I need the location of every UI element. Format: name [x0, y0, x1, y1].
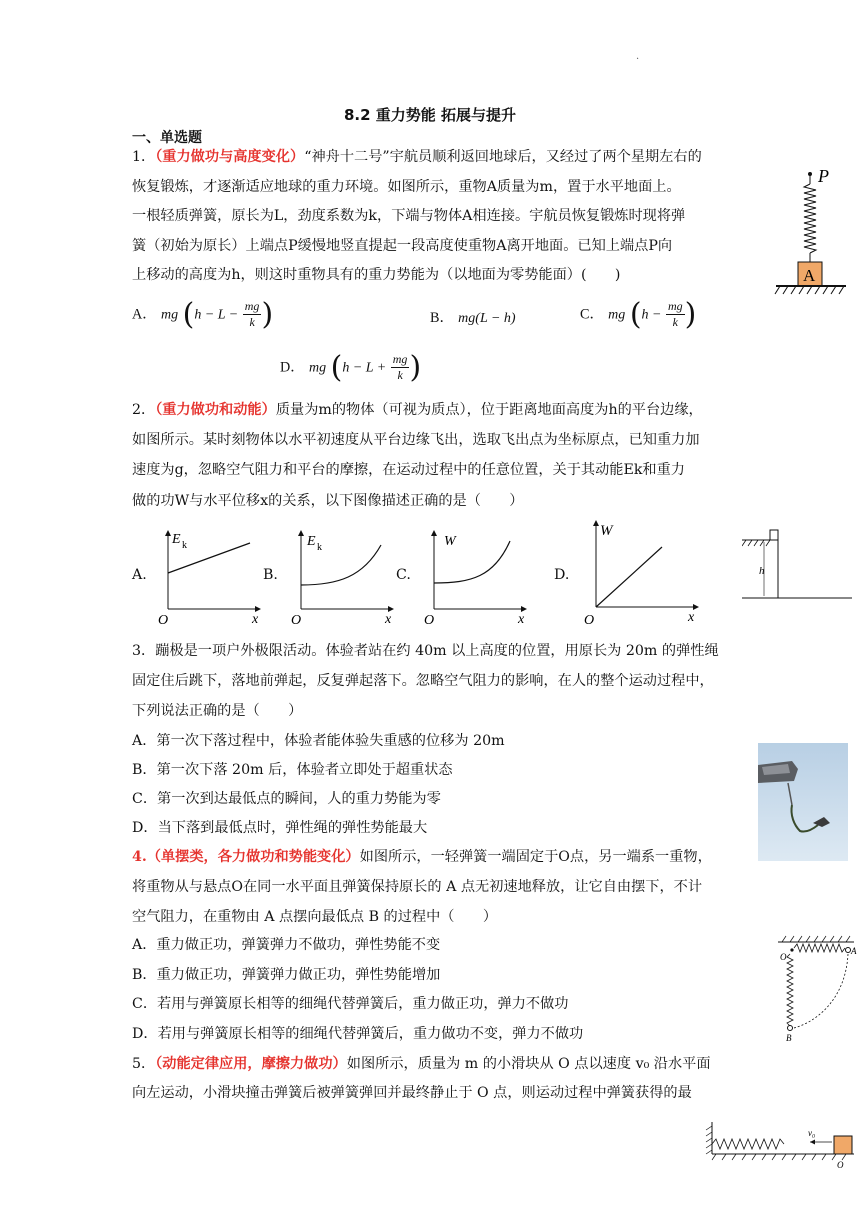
q3-bungee-photo — [758, 743, 848, 861]
q1-line-1 — [132, 147, 702, 167]
q1-line-5: 上移动的高度为h，则这时重物具有的重力势能为（以地面为零势能面）( ) — [132, 267, 621, 283]
origin-label: O — [584, 613, 595, 628]
q2-option-d-label[interactable]: D. — [554, 567, 570, 583]
fraction-numerator: mg — [244, 299, 260, 313]
q1-tag: （重力做功与高度变化） — [155, 149, 305, 165]
option-label: C． — [580, 306, 604, 323]
q4-line-2: 将重物从与悬点O在同一水平面且弹簧保持原长的 A 点无初速地释放，让它自由摆下，不计 — [132, 879, 703, 895]
option-label: D． — [280, 359, 305, 376]
origin-label: O — [291, 613, 302, 627]
q1-line-2: 恢复锻炼，才逐渐适应地球的重力环境。如图所示，重物A质量为m，置于水平地面上。 — [132, 179, 681, 195]
y-axis-label: W — [444, 534, 456, 549]
fraction-denominator: k — [672, 315, 678, 329]
q3-line-2: 固定住后跳下，落地前弹起，反复弹起落下。忽略空气阻力的影响，在人的整个运动过程中， — [132, 673, 714, 689]
block-a-label: A — [803, 266, 816, 285]
point-a-label: A — [851, 946, 857, 956]
q3-option-b[interactable]: B．第一次下落 20m 后，体验者立即处于超重状态 — [132, 762, 453, 778]
q3-option-a[interactable]: A．第一次下落过程中，体验者能体验失重感的位移为 20m — [132, 733, 505, 749]
formula: mg(L − h) — [458, 311, 516, 326]
formula-mid: h − L − — [194, 307, 239, 323]
q1-text: “神舟十二号”宇航员顺利返回地球后，又经过了两个星期左右的 — [304, 149, 702, 165]
q5-tag: （动能定律应用，摩擦力做功） — [155, 1056, 347, 1072]
q2-text: 质量为m的物体（可视为质点），位于距离地面高度为h的平台边缘， — [275, 402, 703, 418]
q5-spring-figure — [704, 1118, 858, 1172]
formula-mid: h − L + — [342, 360, 387, 376]
option-label: A． — [132, 306, 157, 323]
q4-line-1 — [132, 847, 712, 867]
q1-number: 1． — [132, 149, 156, 165]
q2-platform-figure — [742, 520, 854, 602]
q1-option-b[interactable] — [430, 307, 516, 327]
q3-line-1: 3．蹦极是一项户外极限活动。体验者站在约 40m 以上高度的位置，用原长为 20m 的弹性绳 — [132, 643, 719, 659]
q5-line-1 — [132, 1054, 711, 1074]
q2-tag: （重力做功和动能） — [155, 402, 276, 418]
y-axis-subscript: k — [317, 542, 322, 553]
q2-graph-d[interactable] — [578, 517, 703, 629]
y-axis-label: E — [172, 532, 181, 547]
formula-mid: h − — [641, 307, 662, 323]
slider-block — [834, 1136, 852, 1154]
origin-label: O — [424, 613, 435, 627]
q1-spring-figure — [770, 160, 850, 300]
option-label: B． — [430, 310, 454, 326]
height-label: h — [759, 565, 765, 577]
q3-option-d[interactable]: D．当下落到最低点时，弹性绳的弹性势能最大 — [132, 820, 428, 836]
x-axis-label: x — [252, 612, 259, 627]
x-axis-label: x — [385, 612, 392, 627]
page-title: 8.2 重力势能 拓展与提升 — [343, 106, 517, 124]
q1-option-a[interactable]: A． mg (h − L − $\frac{mg}{k}$ ) — [132, 297, 274, 332]
q2-graph-a[interactable] — [150, 527, 265, 627]
formula-prefix: mg — [608, 307, 626, 323]
q2-option-a-label[interactable]: A. — [132, 567, 147, 583]
formula-prefix: mg — [308, 360, 327, 376]
header-dot: · — [636, 54, 640, 65]
q2-graph-b[interactable] — [283, 527, 398, 627]
fraction-denominator: k — [249, 315, 255, 329]
y-axis-label: W — [600, 523, 613, 539]
q5-number: 5． — [132, 1056, 156, 1072]
q4-pendulum-figure — [774, 934, 858, 1042]
q1-option-d[interactable]: D． mg (h − L + $\frac{mg}{k}$ ) — [280, 350, 422, 385]
q1-line-4: 簧（初始为原长）上端点P缓慢地竖直提起一段高度使重物A离开地面。已知上端点P向 — [132, 238, 673, 254]
q3-option-c[interactable]: C．第一次到达最低点的瞬间，人的重力势能为零 — [132, 791, 441, 807]
velocity-label: v₀ — [808, 1128, 816, 1138]
y-axis-label: E — [307, 534, 316, 549]
x-axis-label: x — [518, 612, 525, 627]
q2-number: 2． — [132, 402, 156, 418]
q2-option-c-label[interactable]: C. — [396, 567, 411, 583]
q2-line-1 — [132, 400, 703, 420]
point-o-label: O — [837, 1160, 844, 1170]
q4-line-3: 空气阻力，在重物由 A 点摆向最低点 B 的过程中（ ） — [132, 909, 498, 925]
q4-option-d[interactable]: D．若用与弹簧原长相等的细绳代替弹簧后，重力做功不变，弹力不做功 — [132, 1026, 584, 1042]
q4-option-b[interactable]: B．重力做正功，弹簧弹力做正功，弹性势能增加 — [132, 967, 441, 983]
q4-option-c[interactable]: C．若用与弹簧原长相等的细绳代替弹簧后，重力做正功，弹力不做功 — [132, 996, 569, 1012]
y-axis-subscript: k — [182, 540, 187, 551]
x-axis-label: x — [688, 610, 695, 625]
q1-option-c[interactable]: C． mg (h − $\frac{mg}{k}$ ) — [580, 297, 697, 332]
point-o-label: O — [780, 952, 787, 962]
fraction-numerator: mg — [392, 352, 408, 366]
q2-line-4: 做的功W与水平位移x的关系，以下图像描述正确的是（ ） — [132, 493, 524, 509]
q2-line-3: 速度为g，忽略空气阻力和平台的摩擦，在运动过程中的任意位置，关于其动能Ek和重力 — [132, 462, 685, 478]
q2-graph-c[interactable] — [416, 527, 531, 627]
point-p-label: P — [818, 166, 829, 186]
q3-line-3: 下列说法正确的是（ ） — [132, 703, 303, 719]
origin-label: O — [158, 613, 169, 627]
fraction-numerator: mg — [668, 299, 683, 313]
formula-prefix: mg — [160, 307, 179, 323]
point-b-label: B — [786, 1033, 792, 1042]
q5-line-2: 向左运动，小滑块撞击弹簧后被弹簧弹回并最终静止于 O 点，则运动过程中弹簧获得的最 — [132, 1085, 692, 1101]
fraction-denominator: k — [397, 368, 403, 382]
q4-tag: 4.（单摆类，各力做功和势能变化） — [132, 849, 360, 865]
q5-text: 如图所示，质量为 m 的小滑块从 O 点以速度 v₀ 沿水平面 — [346, 1056, 711, 1072]
q1-line-3: 一根轻质弹簧，原长为L，劲度系数为k，下端与物体A相连接。宇航员恢复锻炼时现将弹 — [132, 208, 686, 224]
q4-option-a[interactable]: A．重力做正功，弹簧弹力不做功，弹性势能不变 — [132, 937, 441, 953]
section-heading: 一、单选题 — [132, 130, 202, 146]
q4-text: 如图所示，一轻弹簧一端固定于O点，另一端系一重物， — [359, 849, 712, 865]
q2-line-2: 如图所示。某时刻物体以水平初速度从平台边缘飞出，选取飞出点为坐标原点，已知重力加 — [132, 432, 700, 448]
q2-option-b-label[interactable]: B. — [263, 567, 278, 583]
